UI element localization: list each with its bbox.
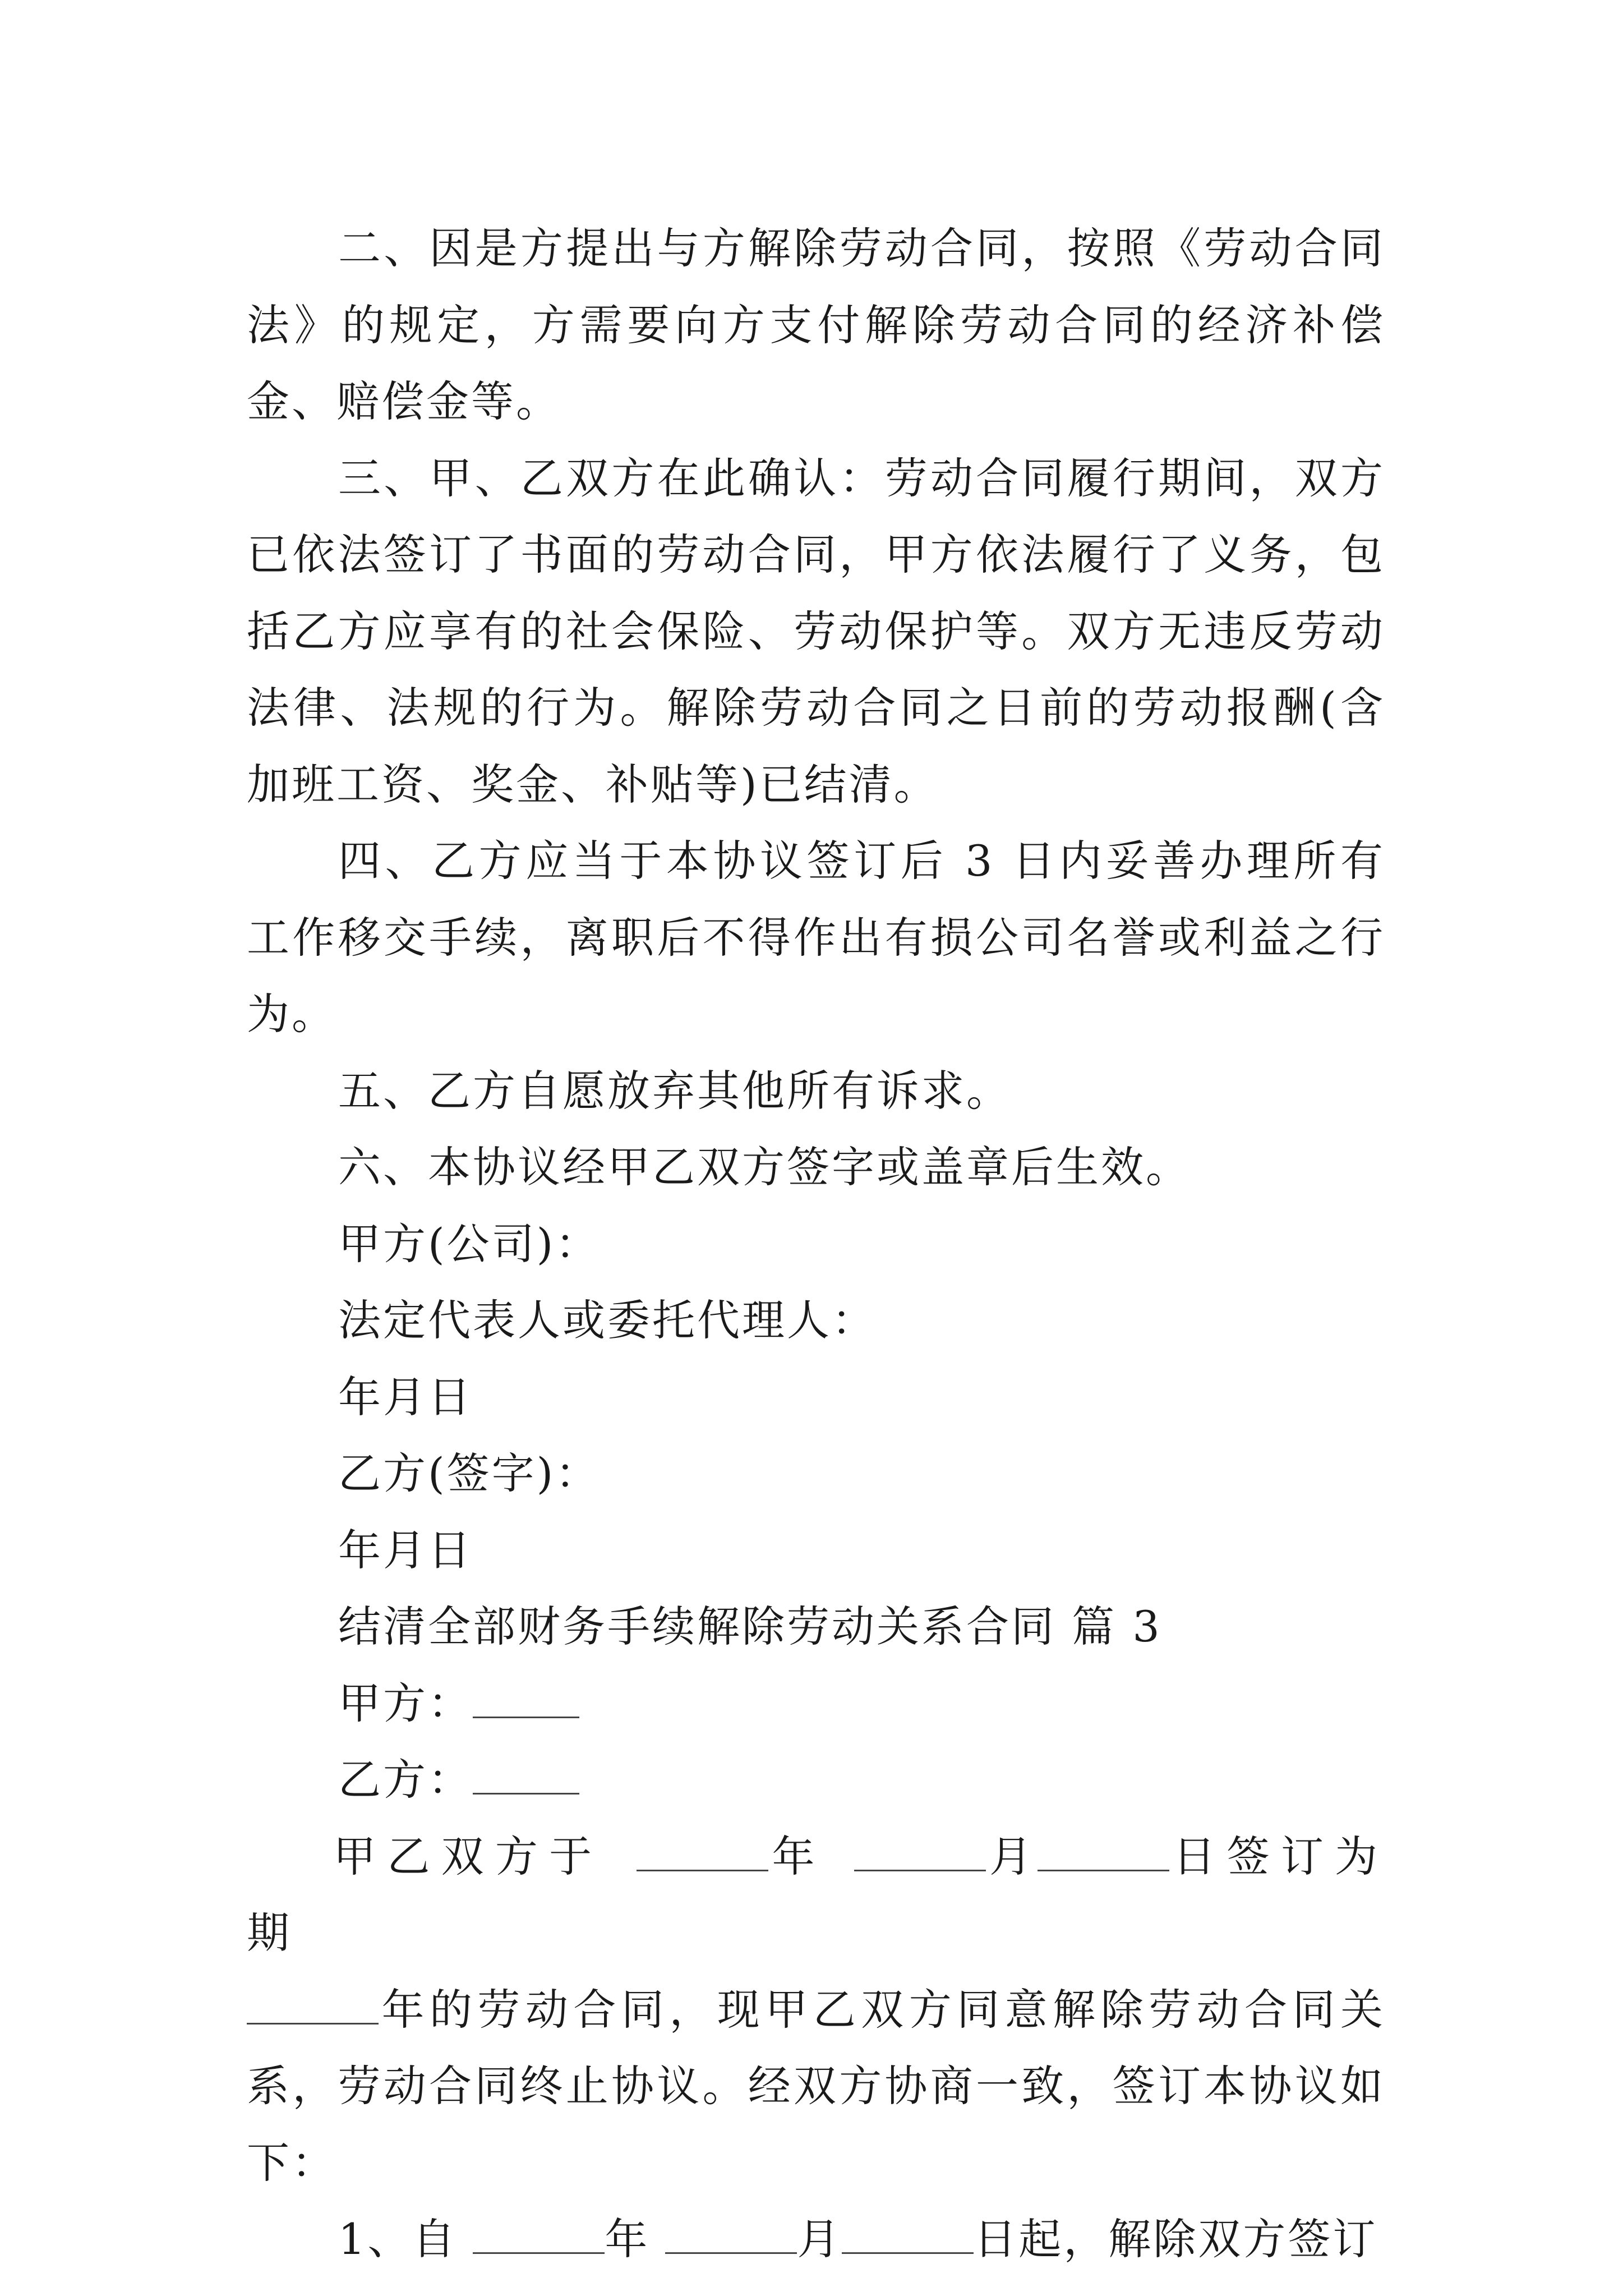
party-a-label: 甲方： <box>338 1678 473 1728</box>
party-a-line <box>247 1665 1385 1742</box>
intro-part1: 甲乙双方于 <box>330 1831 603 1881</box>
item-1-day-blank <box>842 2219 974 2254</box>
intro-month: 月 <box>985 1831 1038 1881</box>
clause-2: 二、因是方提出与方解除劳动合同，按照《劳动合同法》的规定，方需要向方支付解除劳动合同的经济补偿金、赔偿金等。 <box>247 223 1385 426</box>
item-1-year: 年 <box>605 2214 650 2264</box>
intro-day-sign: 日签订为期 <box>247 1831 1386 1958</box>
signature-date-2: 年月日 <box>338 1525 473 1575</box>
clause-3: 三、甲、乙双方在此确认：劳动合同履行期间，双方已依法签订了书面的劳动合同，甲方依法履行了义务，包括乙方应享有的社会保险、劳动保护等。双方无违反劳动法律、法规的行为。解除劳动合同之日前的劳动报酬(含加班工资、奖金、补贴等)已结清。 <box>247 453 1385 809</box>
intro-year-blank <box>637 1836 768 1871</box>
party-b-line <box>247 1742 1385 1819</box>
item-1-year-blank <box>473 2219 605 2254</box>
signature-date-1: 年月日 <box>338 1372 473 1422</box>
item-1-prefix: 1、自 <box>338 2214 458 2264</box>
signature-party-a: 甲方(公司)： <box>338 1218 601 1269</box>
section-title: 结清全部财务手续解除劳动关系合同 篇 3 <box>338 1602 1162 1651</box>
clause-5: 五、乙方自愿放弃其他所有诉求。 <box>338 1065 1011 1116</box>
party-b-blank <box>473 1759 579 1795</box>
intro-paragraph <box>247 1819 1385 2202</box>
intro-term-blank <box>247 1989 379 2024</box>
item-1-suffix: 日起，解除双方签订 <box>974 2214 1378 2264</box>
document-body <box>247 210 1385 2278</box>
clause-4: 四、乙方应当于本协议签订后 3 日内妥善办理所有工作移交手续，离职后不得作出有损公司名誉或利益之行为。 <box>247 836 1385 1039</box>
item-1-month-blank <box>665 2219 797 2254</box>
signature-representative: 法定代表人或委托代理人： <box>338 1295 877 1345</box>
party-a-blank <box>473 1683 579 1718</box>
item-1 <box>247 2201 1385 2278</box>
signature-party-b: 乙方(签字)： <box>338 1448 601 1498</box>
clause-6: 六、本协议经甲乙双方签字或盖章后生效。 <box>338 1142 1191 1192</box>
party-b-label: 乙方： <box>338 1755 473 1805</box>
item-1-month: 月 <box>797 2214 842 2264</box>
intro-part2: 年的劳动合同，现甲乙双方同意解除劳动合同关系，劳动合同终止协议。经双方协商一致，签订本协议如下： <box>247 1984 1385 2188</box>
intro-year: 年 <box>768 1831 820 1881</box>
intro-month-blank <box>854 1836 986 1871</box>
intro-day-blank <box>1038 1836 1169 1871</box>
